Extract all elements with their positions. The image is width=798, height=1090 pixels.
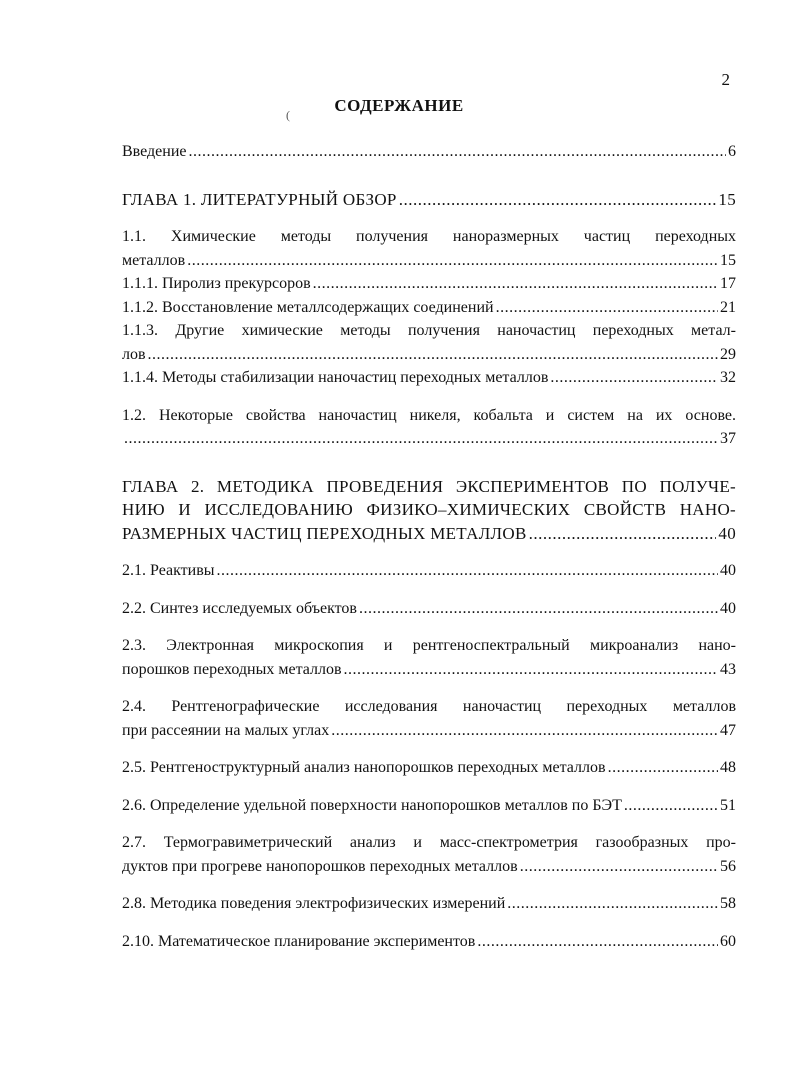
toc-page: 37 — [720, 430, 736, 447]
leader-dots — [624, 794, 718, 818]
toc-label: 1.1.2. Восстановление металлсодержащих соединений — [122, 298, 494, 316]
toc-label: 2.10. Математическое планирование экспериментов — [122, 932, 476, 950]
leader-dots — [187, 249, 718, 273]
toc-page: 43 — [720, 660, 736, 678]
toc-entry-2-1[interactable] — [122, 559, 736, 583]
toc-page: 60 — [720, 932, 736, 950]
toc-entry-1-1-1[interactable] — [122, 272, 736, 296]
leader-dots — [217, 559, 718, 583]
toc-entry-2-10[interactable] — [122, 930, 736, 954]
toc-page: 40 — [720, 562, 736, 579]
toc-label: Введение — [122, 143, 187, 160]
toc-entry-1-1[interactable] — [122, 225, 736, 272]
toc-label: 2.2. Синтез исследуемых объектов — [122, 599, 357, 617]
toc-label-line: 1.1. Химические методы получения наноразмерных частиц переходных — [122, 228, 736, 245]
toc-entry-2-3[interactable] — [122, 634, 736, 681]
leader-dots — [124, 427, 718, 451]
leader-dots — [608, 756, 718, 780]
leader-dots — [359, 597, 718, 621]
toc-label-line: 2.7. Термогравиметрический анализ и масс-спектрометрия газообразных про- — [122, 834, 736, 851]
toc-label: 2.6. Определение удельной поверхности нанопорошков металлов по БЭТ — [122, 796, 622, 814]
toc-entry-2-2[interactable] — [122, 597, 736, 621]
toc-page: 21 — [720, 298, 736, 316]
toc-entry-chapter-1[interactable] — [122, 188, 736, 212]
toc-label-line: 2.4. Рентгенографические исследования наночастиц переходных металлов — [122, 698, 736, 715]
toc-page: 40 — [718, 523, 736, 543]
leader-dots — [331, 719, 718, 743]
toc-entry-2-6[interactable] — [122, 794, 736, 818]
toc-label: лов — [122, 345, 146, 363]
toc-page: 48 — [720, 759, 736, 776]
toc-entry-2-5[interactable] — [122, 756, 736, 780]
table-of-contents — [122, 140, 736, 953]
toc-label: при рассеянии на малых углах — [122, 721, 330, 739]
leader-dots — [550, 366, 718, 390]
toc-label-line: 1.1.3. Другие химические методы получения наночастиц переходных метал- — [122, 322, 736, 339]
toc-entry-1-2[interactable] — [122, 404, 736, 451]
toc-label: металлов — [122, 251, 186, 269]
toc-label: 1.1.1. Пиролиз прекурсоров — [122, 275, 311, 292]
toc-page: 15 — [718, 189, 736, 209]
toc-entry-2-4[interactable] — [122, 695, 736, 742]
leader-dots — [189, 140, 727, 164]
toc-page: 47 — [720, 721, 736, 739]
toc-page: 6 — [728, 143, 736, 160]
toc-page: 51 — [720, 796, 736, 814]
leader-dots — [399, 188, 717, 212]
toc-label: 1.1.4. Методы стабилизации наночастиц переходных металлов — [122, 369, 549, 386]
toc-entry-1-1-3[interactable] — [122, 319, 736, 366]
toc-entry-2-7[interactable] — [122, 831, 736, 878]
toc-page: 58 — [720, 895, 736, 912]
toc-entry-1-1-4[interactable] — [122, 366, 736, 390]
toc-label: дуктов при прогреве нанопорошков переходных металлов — [122, 857, 518, 875]
stray-mark: ( — [286, 108, 290, 122]
toc-page: 56 — [720, 857, 736, 875]
leader-dots — [313, 272, 718, 296]
leader-dots — [520, 855, 718, 879]
toc-label-line: НИЮ И ИССЛЕДОВАНИЮ ФИЗИКО–ХИМИЧЕСКИХ СВОЙСТВ НАНО- — [122, 500, 736, 519]
leader-dots — [148, 343, 718, 367]
toc-label: порошков переходных металлов — [122, 660, 342, 678]
toc-label-line: 1.2. Некоторые свойства наночастиц никеля, кобальта и систем на их основе. — [122, 406, 736, 424]
toc-label: РАЗМЕРНЫХ ЧАСТИЦ ПЕРЕХОДНЫХ МЕТАЛЛОВ — [122, 523, 527, 543]
toc-entry-2-8[interactable] — [122, 892, 736, 916]
toc-label-line: ГЛАВА 2. МЕТОДИКА ПРОВЕДЕНИЯ ЭКСПЕРИМЕНТОВ ПО ПОЛУЧЕ- — [122, 476, 736, 496]
page-number: 2 — [721, 70, 730, 89]
toc-entry-1-1-2[interactable] — [122, 296, 736, 320]
toc-label: 2.8. Методика поведения электрофизических измерений — [122, 895, 506, 912]
toc-page: 17 — [720, 275, 736, 292]
toc-label: 2.5. Рентгеноструктурный анализ нанопорошков переходных металлов — [122, 759, 606, 776]
leader-dots — [496, 296, 718, 320]
toc-page: 29 — [720, 345, 736, 363]
toc-label: ГЛАВА 1. ЛИТЕРАТУРНЫЙ ОБЗОР — [122, 189, 397, 209]
page-title: СОДЕРЖАНИЕ — [334, 96, 464, 115]
leader-dots — [477, 930, 718, 954]
toc-page: 40 — [720, 599, 736, 617]
toc-label: 2.1. Реактивы — [122, 562, 215, 579]
toc-entry-chapter-2[interactable] — [122, 475, 736, 546]
toc-page: 15 — [720, 251, 736, 269]
leader-dots — [344, 658, 718, 682]
toc-label-line: 2.3. Электронная микроскопия и рентгеноспектральный микроанализ нано- — [122, 637, 736, 654]
leader-dots — [507, 892, 718, 916]
leader-dots — [529, 522, 717, 546]
toc-page: 32 — [720, 369, 736, 386]
toc-entry-intro[interactable] — [122, 140, 736, 164]
